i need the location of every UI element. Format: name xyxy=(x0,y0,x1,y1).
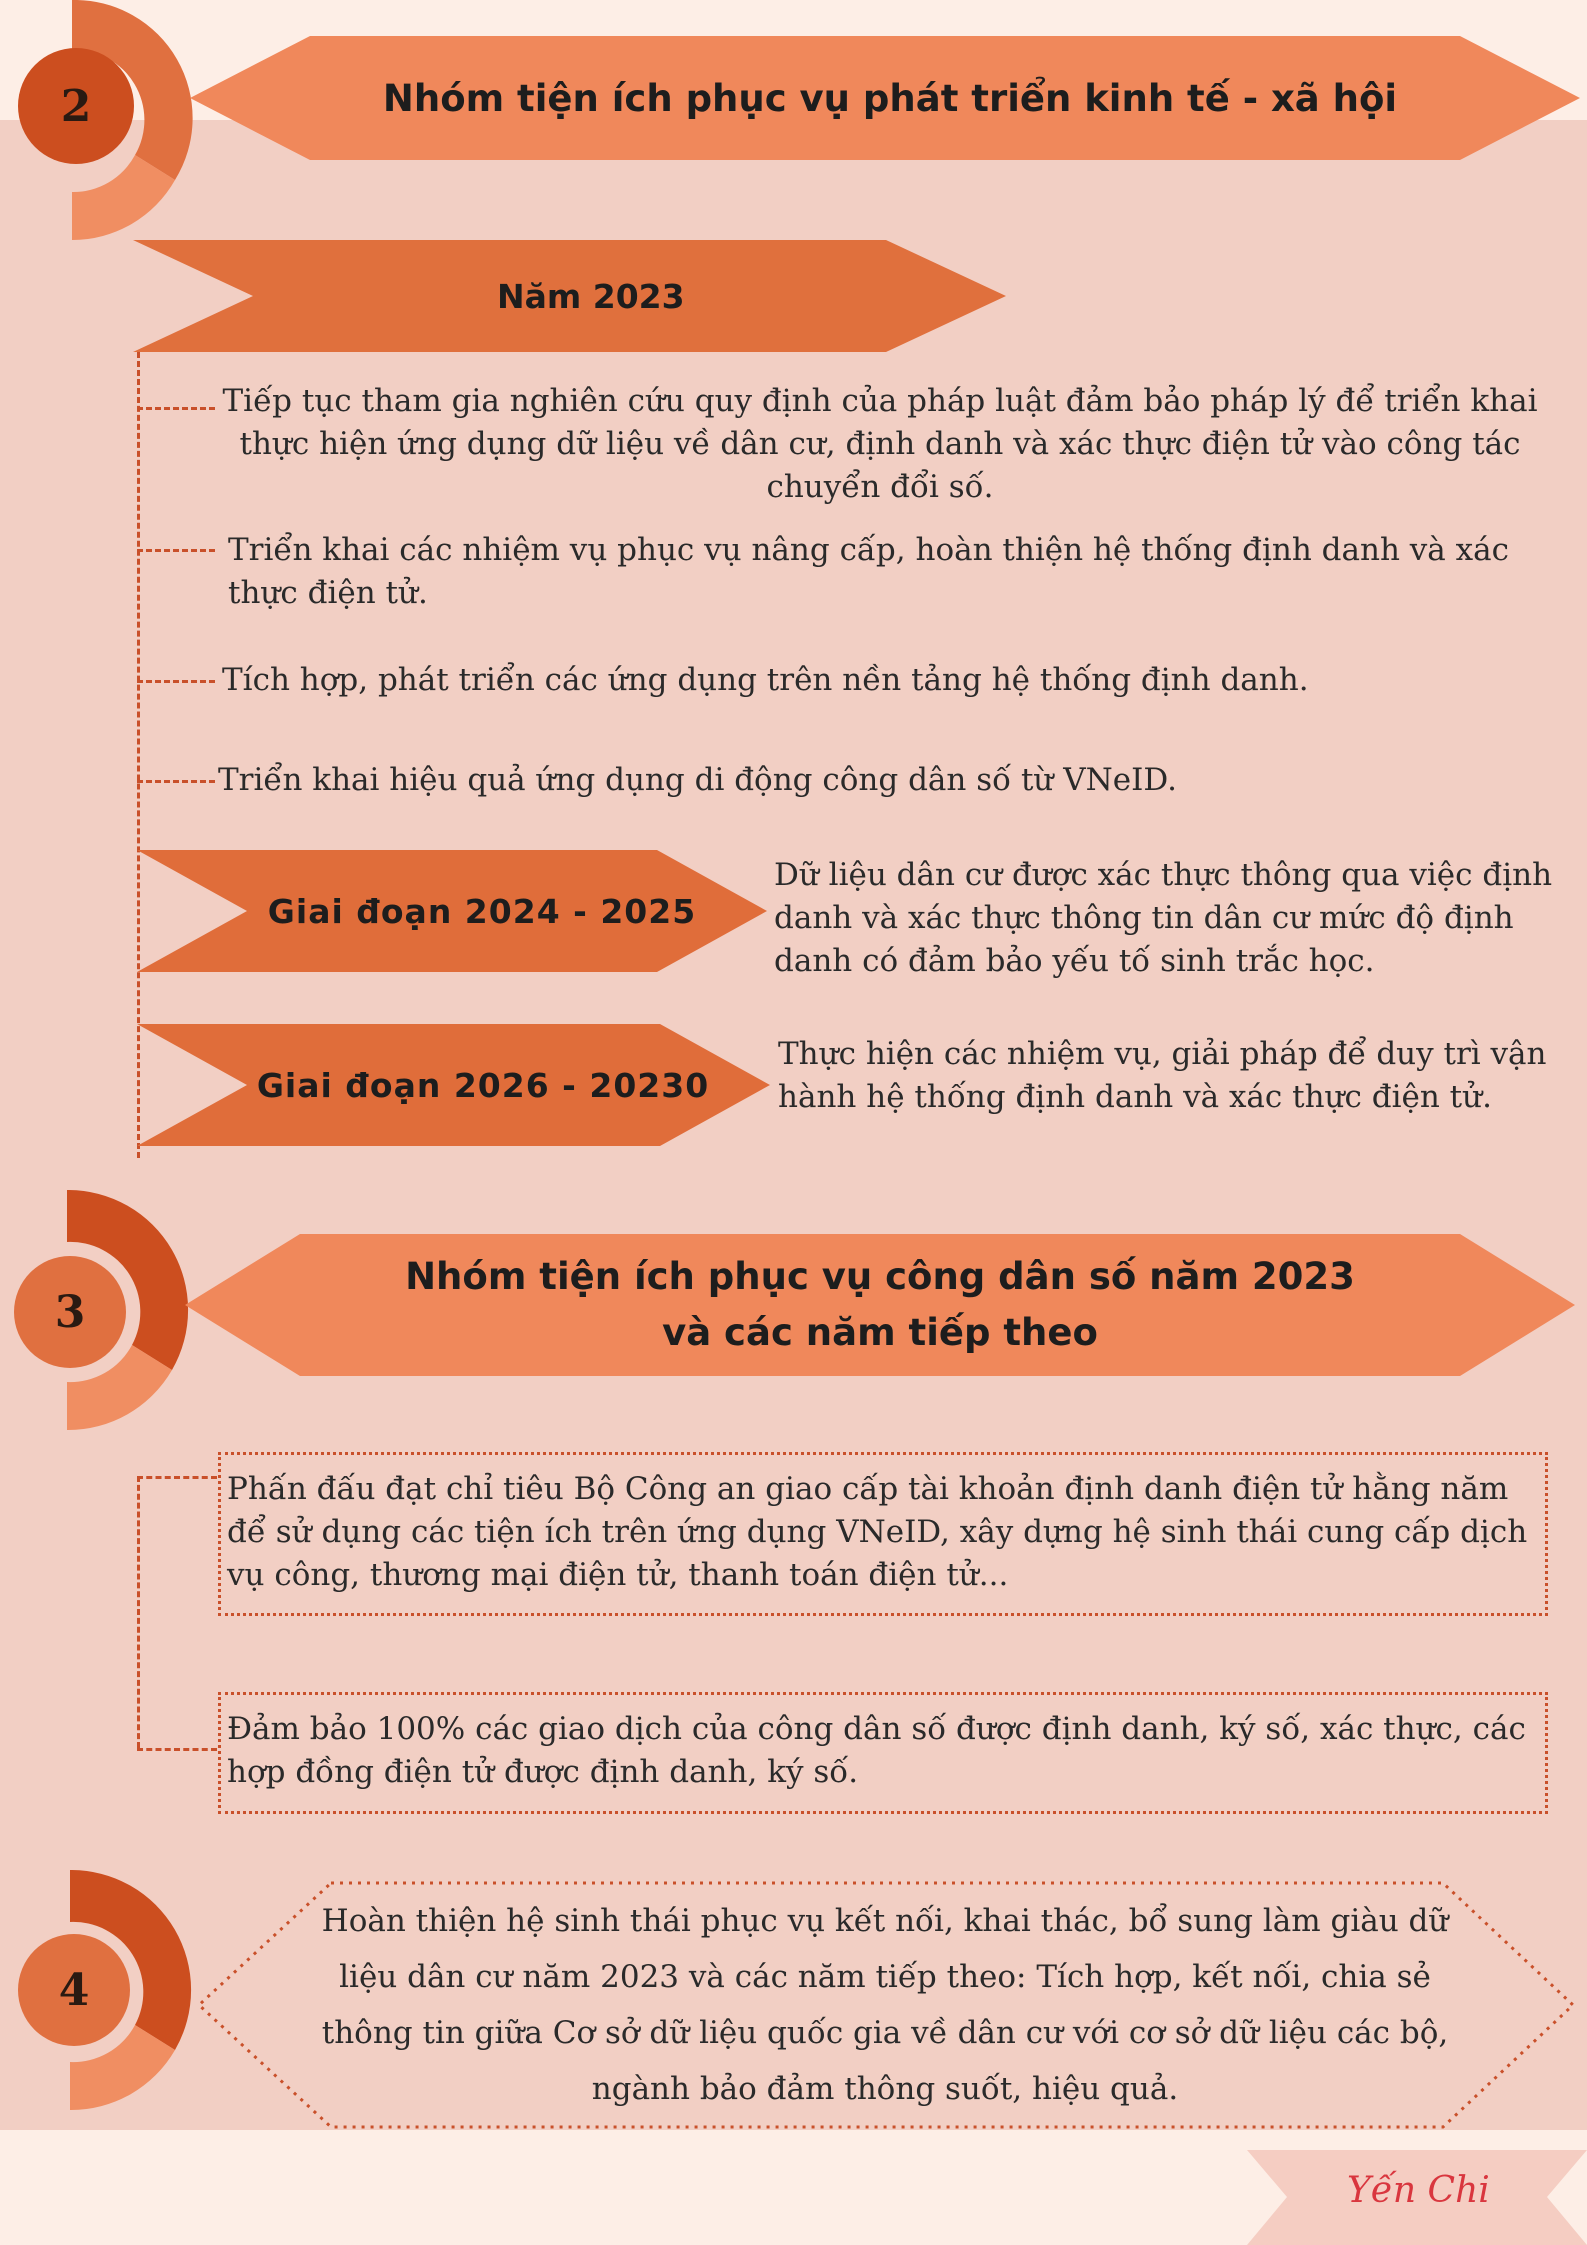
item-3-connector xyxy=(137,680,215,683)
section-2-item-3: Tích hợp, phát triển các ứng dụng trên nền tảng hệ thống định danh. xyxy=(222,662,1309,698)
section-2-number: 2 xyxy=(18,48,134,164)
year-2023-label: Năm 2023 xyxy=(497,276,685,316)
stage-2-text: Thực hiện các nhiệm vụ, giải pháp để duy trì vận hành hệ thống định danh và xác thực điện tử. xyxy=(778,1036,1547,1115)
section-3-item-2-connector xyxy=(137,1748,217,1751)
section-3-item-2: Đảm bảo 100% các giao dịch của công dân số được định danh, ký số, xác thực, các hợp đồng điện tử được định danh, ký số. xyxy=(227,1711,1526,1790)
section-2-item-2: Triển khai các nhiệm vụ phục vụ nâng cấp, hoàn thiện hệ thống định danh và xác thực điện tử. xyxy=(228,532,1509,611)
section-3-connector-vertical xyxy=(137,1476,140,1748)
section-4-text: Hoàn thiện hệ sinh thái phục vụ kết nối, khai thác, bổ sung làm giàu dữ liệu dân cư năm 2023 và các năm tiếp theo: Tích hợp, kết nối, chia sẻ thông tin giữa Cơ sở dữ liệu quốc gia về dân cư với cơ sở dữ liệu các bộ, ngành bảo đảm thông suốt, hiệu quả. xyxy=(321,1903,1449,2107)
section-4-number: 4 xyxy=(18,1934,130,2046)
section-2-item-4: Triển khai hiệu quả ứng dụng di động công dân số từ VNeID. xyxy=(218,762,1177,798)
item-4-connector xyxy=(137,780,215,783)
section-3-title xyxy=(300,1240,1460,1370)
signature: Yến Chi xyxy=(1347,2170,1490,2211)
item-1-connector xyxy=(137,407,215,410)
section-3-item-1: Phấn đấu đạt chỉ tiêu Bộ Công an giao cấp tài khoản định danh điện tử hằng năm để sử dụng các tiện ích trên ứng dụng VNeID, xây dựng hệ sinh thái cung cấp dịch vụ công, thương mại điện tử, thanh toán điện tử... xyxy=(227,1471,1528,1593)
section-2-item-1: Tiếp tục tham gia nghiên cứu quy định của pháp luật đảm bảo pháp lý để triển khai thực hiện ứng dụng dữ liệu về dân cư, định danh và xác thực điện tử vào công tác chuyển đổi số. xyxy=(222,383,1538,505)
section-3-item-1-connector xyxy=(137,1476,217,1479)
section-3-title-line-2: và các năm tiếp theo xyxy=(662,1311,1098,1354)
section-2-title: Nhóm tiện ích phục vụ phát triển kinh tế - xã hội xyxy=(382,76,1398,120)
stage-1-label: Giai đoạn 2024 - 2025 xyxy=(267,891,697,931)
stage-1-text: Dữ liệu dân cư được xác thực thông qua việc định danh và xác thực thông tin dân cư mức độ định danh có đảm bảo yếu tố sinh trắc học. xyxy=(774,857,1553,979)
item-2-connector xyxy=(137,549,215,552)
section-3-title-line-1: Nhóm tiện ích phục vụ công dân số năm 2023 xyxy=(405,1255,1355,1298)
section-3-number: 3 xyxy=(14,1256,126,1368)
stage-2-label: Giai đoạn 2026 - 20230 xyxy=(256,1065,710,1105)
